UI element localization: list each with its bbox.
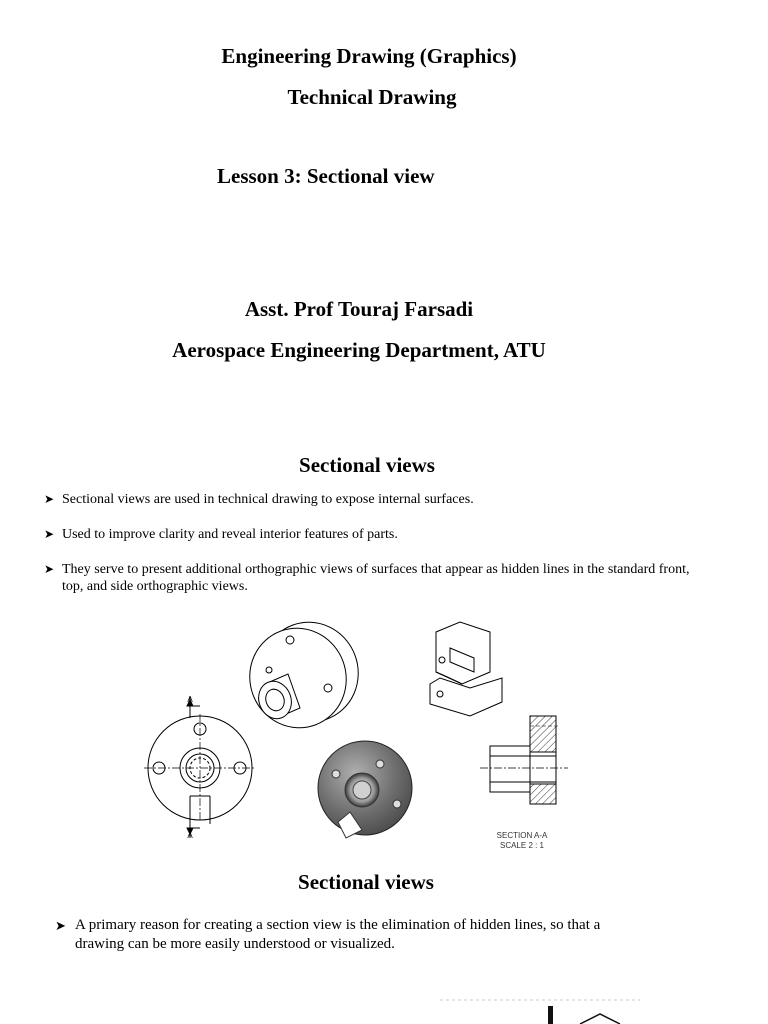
bullet-list [44,491,694,595]
sectional-side-view [480,716,568,804]
subject-title: Technical Drawing [287,85,457,109]
shaded-flange-render [318,741,412,838]
list-item: ➤ Used to improve clarity and reveal interior features of parts. [44,527,398,542]
section-heading: Sectional views [299,453,435,477]
isometric-section-drawing [430,622,502,716]
figure-caption-line1: SECTION A-A [496,831,548,840]
partial-figure [430,994,650,1024]
author-name: Asst. Prof Touraj Farsadi [244,297,474,321]
isometric-flange-drawing [236,612,372,741]
arrow-bullet-icon: ➤ [55,918,66,933]
section-heading-2: Sectional views [298,870,434,894]
bullet-list-2 [55,916,615,954]
cut-label-bottom: A [187,831,193,840]
list-item: ➤ Sectional views are used in technical drawing to expose internal surfaces. [44,492,474,507]
list-item: ➤ A primary reason for creating a section view is the elimination of hidden lines, so that a drawing can be more easily understood or visualized. [55,917,601,952]
figure-caption-line2: SCALE 2 : 1 [499,841,545,850]
cut-label-top: A [187,695,193,704]
front-view-drawing [144,696,256,838]
arrow-bullet-icon: ➤ [44,562,55,576]
list-item: ➤ They serve to present additional orthographic views of surfaces that appear as hidden lines in the standard front, top, and side orthographic views. [44,562,690,594]
arrow-bullet-icon: ➤ [44,492,55,506]
arrow-bullet-icon: ➤ [44,527,55,541]
department-name: Aerospace Engineering Department, ATU [172,338,546,362]
course-title: Engineering Drawing (Graphics) [221,44,517,68]
section-view-figure [140,612,580,857]
lesson-title: Lesson 3: Sectional view [217,164,435,188]
